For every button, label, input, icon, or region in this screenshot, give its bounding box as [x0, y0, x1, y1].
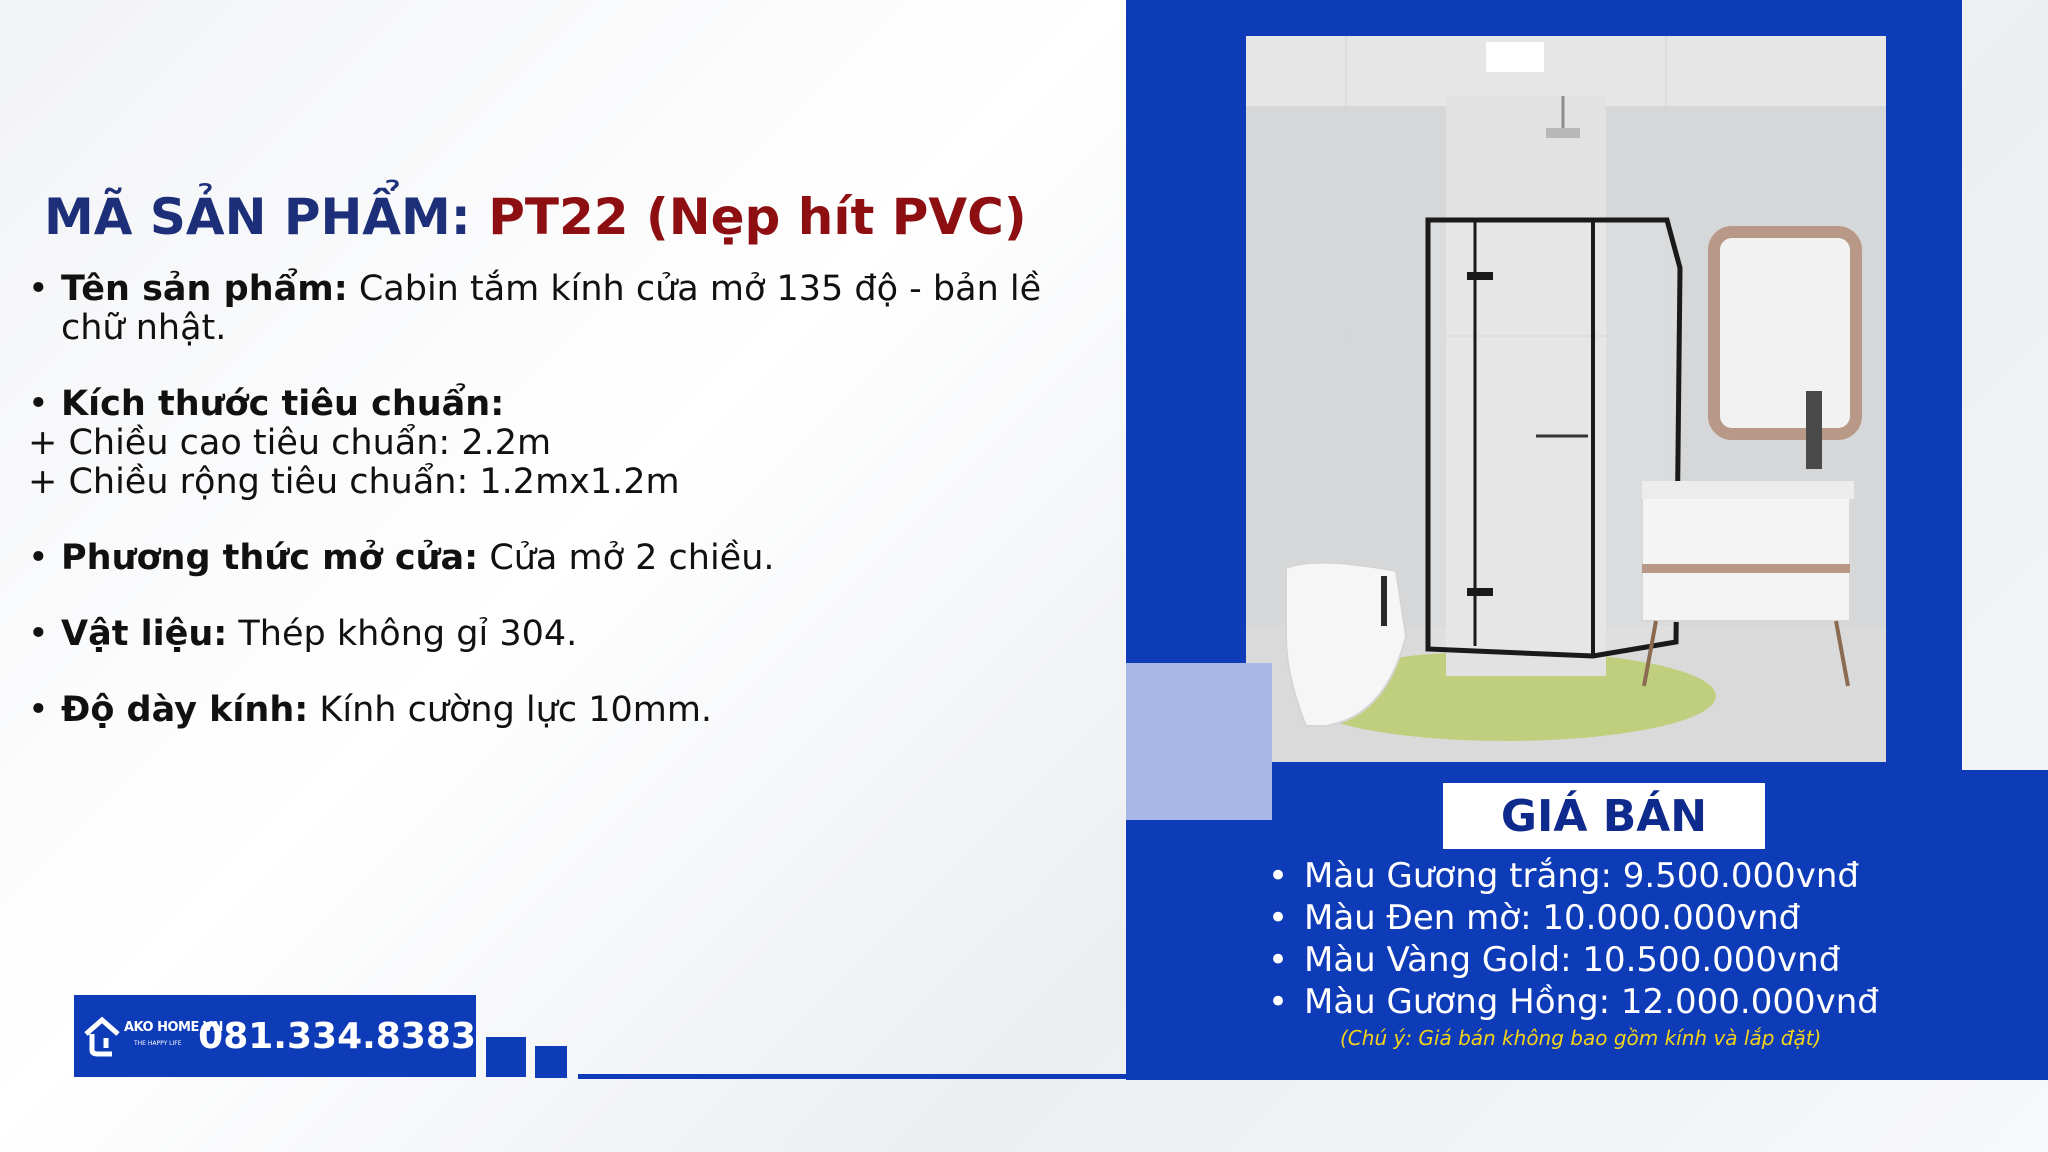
spec-list — [28, 270, 1088, 730]
decor-square — [486, 1037, 526, 1077]
spec-glass-thickness — [28, 691, 1088, 730]
brand-logo — [82, 1006, 223, 1066]
product-code-value: PT22 (Nẹp hít PVC) — [488, 188, 1027, 246]
price-heading: GIÁ BÁN — [1443, 783, 1765, 849]
price-item: • Màu Gương Hồng: 12.000.000vnđ — [1268, 981, 1879, 1023]
spec-label: Kích thước tiêu chuẩn: — [61, 384, 505, 424]
contact-bar[interactable] — [74, 995, 476, 1077]
spec-product-name — [28, 270, 1088, 348]
price-item: • Màu Gương trắng: 9.500.000vnđ — [1268, 855, 1879, 897]
spec-height: + Chiều cao tiêu chuẩn: 2.2m — [28, 423, 552, 463]
panel-extension — [1962, 770, 2048, 1080]
spec-label: Độ dày kính: — [61, 690, 309, 730]
spec-label: Phương thức mở cửa: — [61, 538, 479, 578]
spec-value: Cửa mở 2 chiều. — [489, 538, 775, 578]
spec-standard-size — [28, 385, 1088, 424]
product-code-title — [44, 188, 1027, 246]
decor-square — [535, 1046, 567, 1078]
spec-label: Tên sản phẩm: — [61, 269, 348, 309]
spec-value: Thép không gỉ 304. — [238, 614, 578, 654]
product-photo — [1246, 36, 1886, 762]
house-icon — [82, 1014, 124, 1058]
price-note: (Chú ý: Giá bán không bao gồm kính và lắp đặt) — [1340, 1026, 1822, 1050]
brand-tagline: THE HAPPY LIFE — [134, 1040, 182, 1047]
spec-material — [28, 615, 1088, 654]
price-item: • Màu Vàng Gold: 10.500.000vnđ — [1268, 939, 1879, 981]
price-item: • Màu Đen mờ: 10.000.000vnđ — [1268, 897, 1879, 939]
spec-width: + Chiều rộng tiêu chuẩn: 1.2mx1.2m — [28, 462, 680, 502]
product-code-label: MÃ SẢN PHẨM: — [44, 188, 471, 246]
brand-name: AKO HOME VN — [124, 1020, 223, 1035]
decor-line — [578, 1074, 1126, 1079]
spec-value: Cabin tắm kính cửa mở 135 độ - bản lề chữ nhật. — [61, 269, 1042, 348]
decor-light-square — [1126, 663, 1272, 820]
spec-opening-method — [28, 539, 1088, 578]
spec-value: Kính cường lực 10mm. — [319, 690, 713, 730]
phone-number[interactable]: 081.334.8383 — [198, 1015, 476, 1057]
spec-label: Vật liệu: — [61, 614, 228, 654]
price-list — [1268, 855, 1879, 1023]
